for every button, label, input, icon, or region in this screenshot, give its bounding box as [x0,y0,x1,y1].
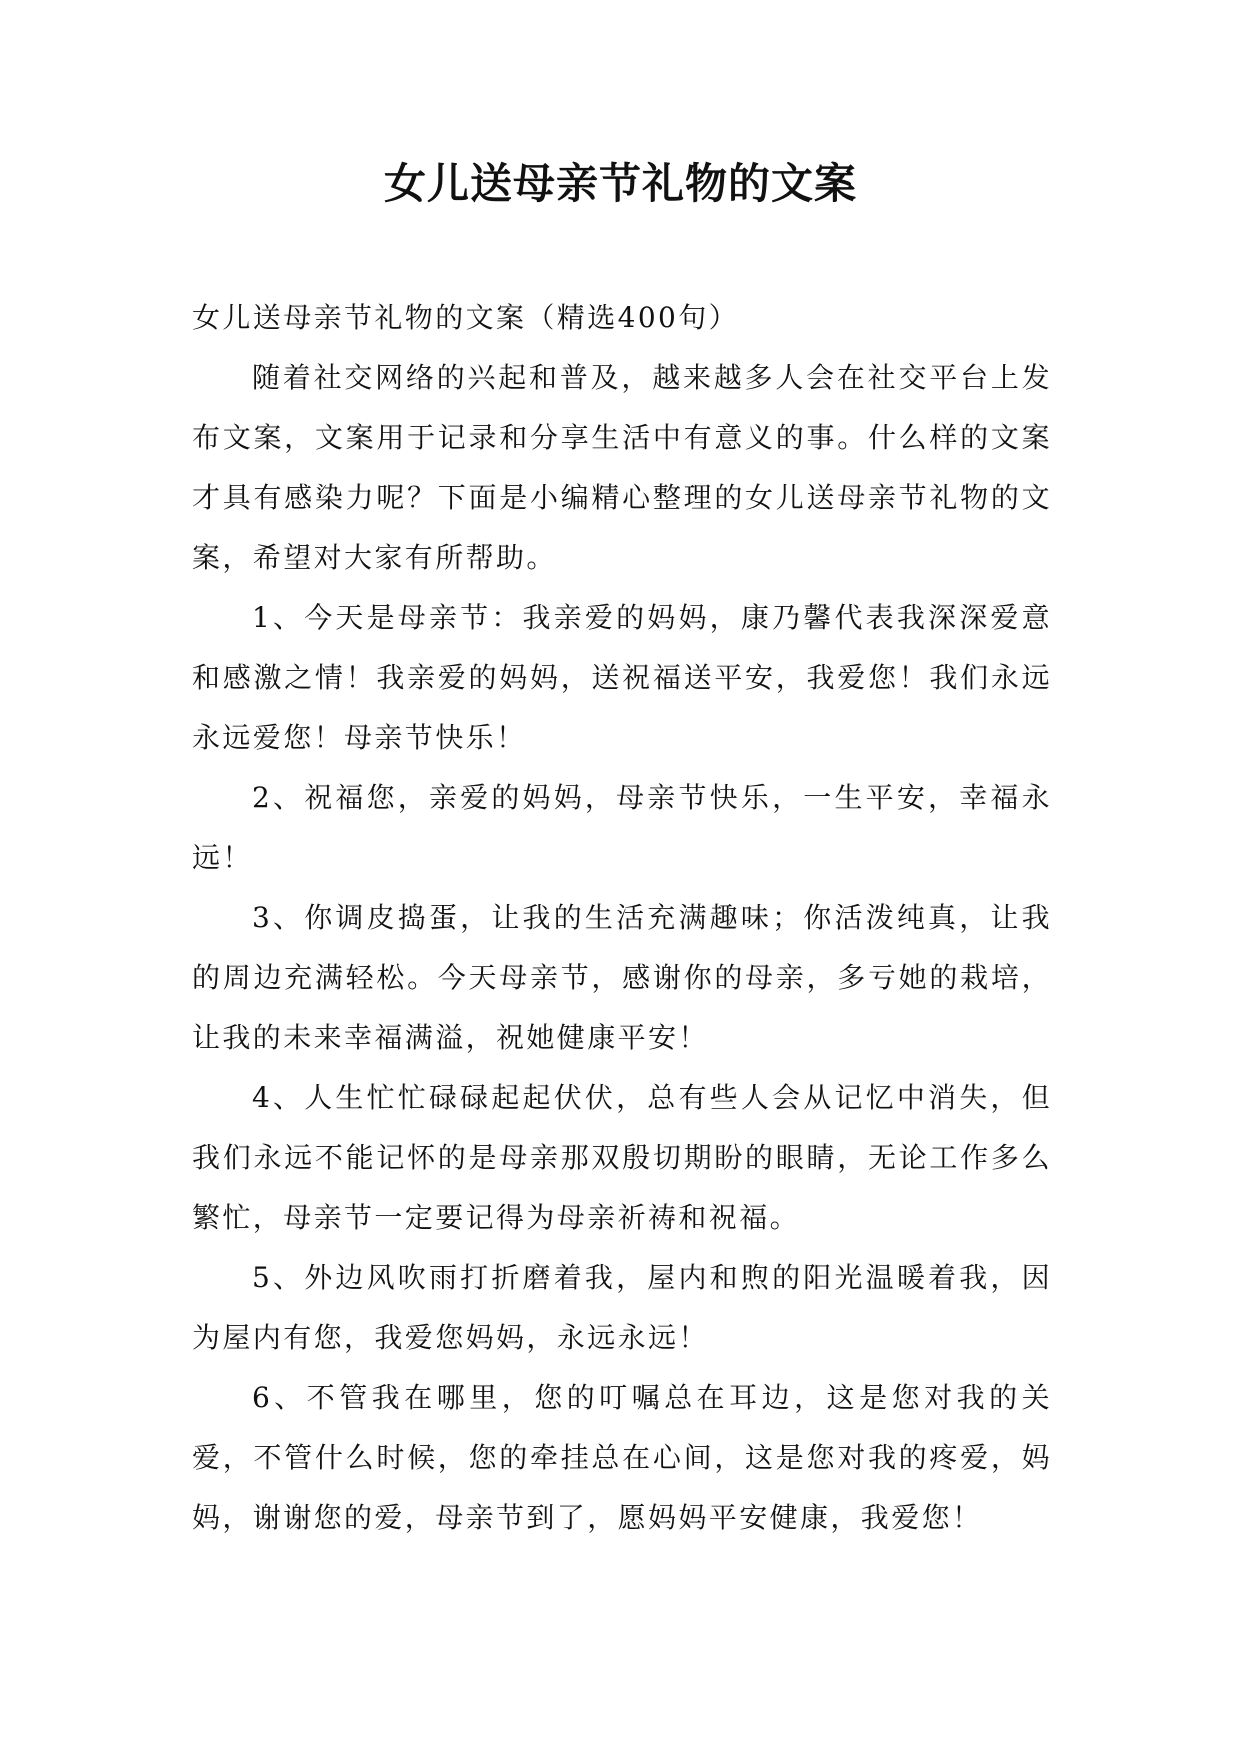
list-item: 2、祝福您，亲爱的妈妈，母亲节快乐，一生平安，幸福永远！ [192,781,1052,874]
document-body [192,288,1052,1548]
document-title: 女儿送母亲节礼物的文案 [383,159,857,208]
list-item: 3、你调皮捣蛋，让我的生活充满趣味；你活泼纯真，让我的周边充满轻松。今天母亲节，感谢你的母亲，多亏她的栽培，让我的未来幸福满溢，祝她健康平安！ [192,901,1052,1054]
list-item: 6、不管我在哪里，您的叮嘱总在耳边，这是您对我的关爱，不管什么时候，您的牵挂总在心间，这是您对我的疼爱，妈妈，谢谢您的爱，母亲节到了，愿妈妈平安健康，我爱您！ [192,1381,1052,1534]
list-item: 4、人生忙忙碌碌起起伏伏，总有些人会从记忆中消失，但我们永远不能记怀的是母亲那双殷切期盼的眼睛，无论工作多么繁忙，母亲节一定要记得为母亲祈祷和祝福。 [192,1081,1052,1234]
list-item: 5、外边风吹雨打折磨着我，屋内和煦的阳光温暖着我，因为屋内有您，我爱您妈妈，永远永远！ [192,1261,1052,1354]
list-item: 1、今天是母亲节：我亲爱的妈妈，康乃馨代表我深深爱意和感激之情！我亲爱的妈妈，送祝福送平安，我爱您！我们永远永远爱您！母亲节快乐！ [192,601,1052,754]
document-subtitle: 女儿送母亲节礼物的文案（精选400句） [192,301,740,334]
intro-paragraph: 随着社交网络的兴起和普及，越来越多人会在社交平台上发布文案，文案用于记录和分享生活中有意义的事。什么样的文案才具有感染力呢？下面是小编精心整理的女儿送母亲节礼物的文案，希望对大家有所帮助。 [192,361,1052,574]
